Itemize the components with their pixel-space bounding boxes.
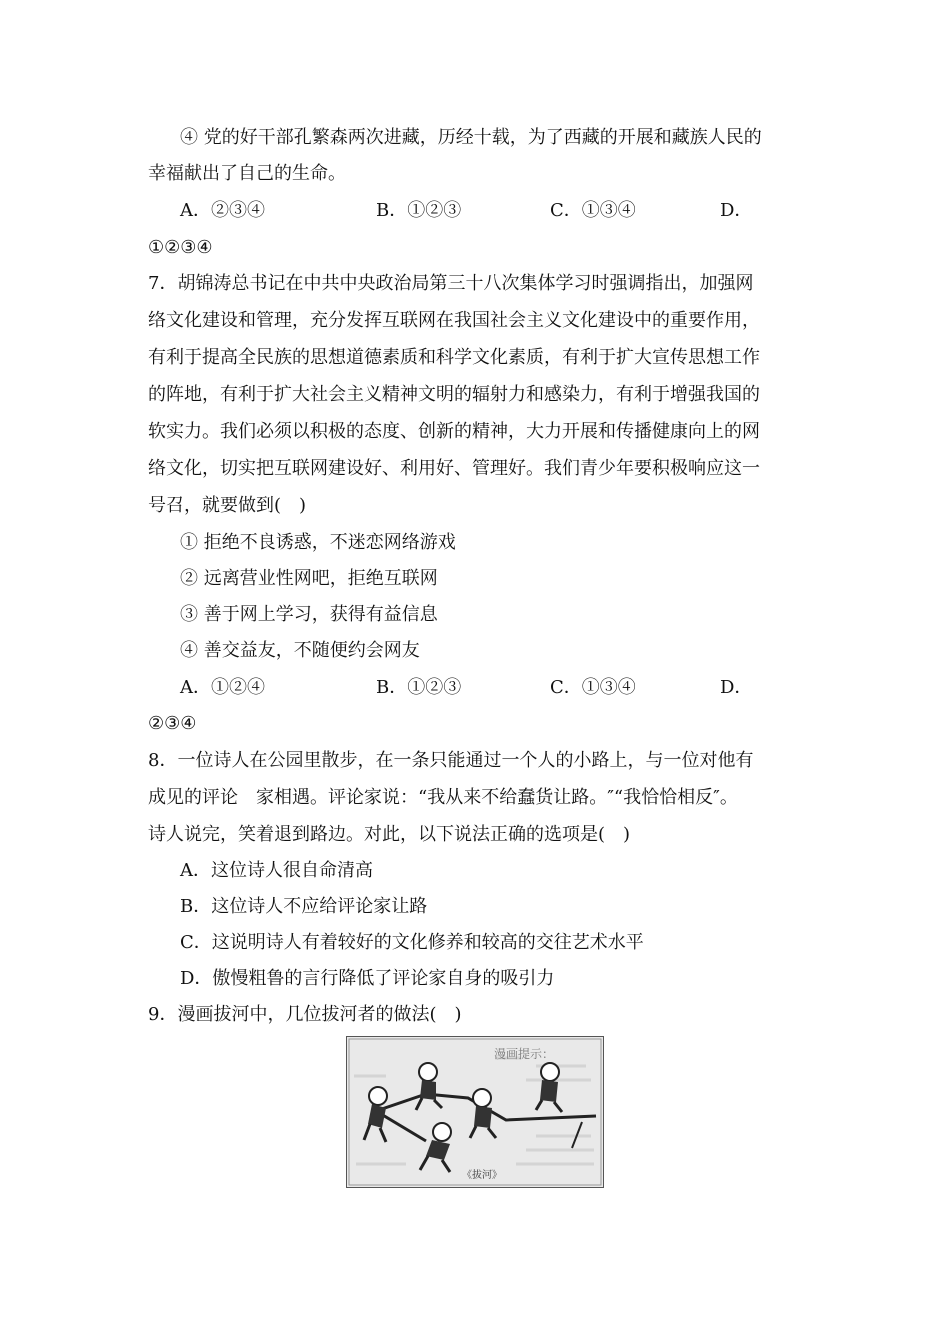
q7-option-d-continued: ②③④ xyxy=(148,713,197,734)
q7-item-4: ④ 善交益友，不随便约会网友 xyxy=(180,640,420,661)
q8-stem-line-3: 诗人说完，笑着退到路边。对此，以下说法正确的选项是( ) xyxy=(148,824,631,845)
cartoon-drawing xyxy=(346,1036,604,1188)
q7-item-3: ③ 善于网上学习，获得有益信息 xyxy=(180,604,438,625)
q7-stem-line-4: 的阵地，有利于扩大社会主义精神文明的辐射力和感染力，有利于增强我国的 xyxy=(148,384,760,405)
cartoon-heading: 漫画提示： xyxy=(494,1047,555,1061)
q7-stem-line-5: 软实力。我们必须以积极的态度、创新的精神，大力开展和传播健康向上的网 xyxy=(148,421,760,442)
q6-option-d[interactable]: D． xyxy=(720,200,753,221)
q8-option-b[interactable]: B．这位诗人不应给评论家让路 xyxy=(180,896,428,917)
q7-stem-line-3: 有利于提高全民族的思想道德素质和科学文化素质，有利于扩大宣传思想工作 xyxy=(148,347,760,368)
q7-option-a[interactable]: A．①②④ xyxy=(180,677,265,698)
q7-option-b[interactable]: B．①②③ xyxy=(376,677,462,698)
q6-option-a[interactable]: A．②③④ xyxy=(180,200,265,221)
q7-stem-line-1: 7．胡锦涛总书记在中共中央政治局第三十八次集体学习时强调指出，加强网 xyxy=(148,273,754,294)
q6-option-b[interactable]: B．①②③ xyxy=(376,200,462,221)
q8-option-c[interactable]: C．这说明诗人有着较好的文化修养和较高的交往艺术水平 xyxy=(180,932,644,953)
q6-item-4-line-2: 幸福献出了自己的生命。 xyxy=(148,163,346,184)
q6-option-c[interactable]: C．①③④ xyxy=(550,200,636,221)
tug-of-war-cartoon xyxy=(346,1036,604,1188)
q6-item-4-line-1: ④ 党的好干部孔繁森两次进藏，历经十载，为了西藏的开展和藏族人民的 xyxy=(180,127,762,148)
cartoon-caption: 《拔河》 xyxy=(462,1170,502,1181)
q6-option-d-continued: ①②③④ xyxy=(148,237,213,258)
q7-item-1: ① 拒绝不良诱惑，不迷恋网络游戏 xyxy=(180,532,456,553)
q8-stem-line-1: 8．一位诗人在公园里散步，在一条只能通过一个人的小路上，与一位对他有 xyxy=(148,750,754,771)
q9-stem-line-1: 9．漫画拔河中，几位拔河者的做法( ) xyxy=(148,1004,462,1025)
q7-stem-line-6: 络文化，切实把互联网建设好、利用好、管理好。我们青少年要积极响应这一 xyxy=(148,458,760,479)
q8-option-a[interactable]: A．这位诗人很自命清高 xyxy=(180,860,373,881)
q7-stem-line-2: 络文化建设和管理，充分发挥互联网在我国社会主义文化建设中的重要作用， xyxy=(148,310,760,331)
q8-stem-line-2: 成见的评论 家相遇。评论家说：“我从来不给蠢货让路。″“我恰恰相反″。 xyxy=(148,787,738,808)
q7-option-c[interactable]: C．①③④ xyxy=(550,677,636,698)
q8-option-d[interactable]: D．傲慢粗鲁的言行降低了评论家自身的吸引力 xyxy=(180,968,555,989)
q7-stem-line-7: 号召，就要做到( ) xyxy=(148,495,307,516)
q7-item-2: ② 远离营业性网吧，拒绝互联网 xyxy=(180,568,438,589)
q7-option-d[interactable]: D． xyxy=(720,677,753,698)
